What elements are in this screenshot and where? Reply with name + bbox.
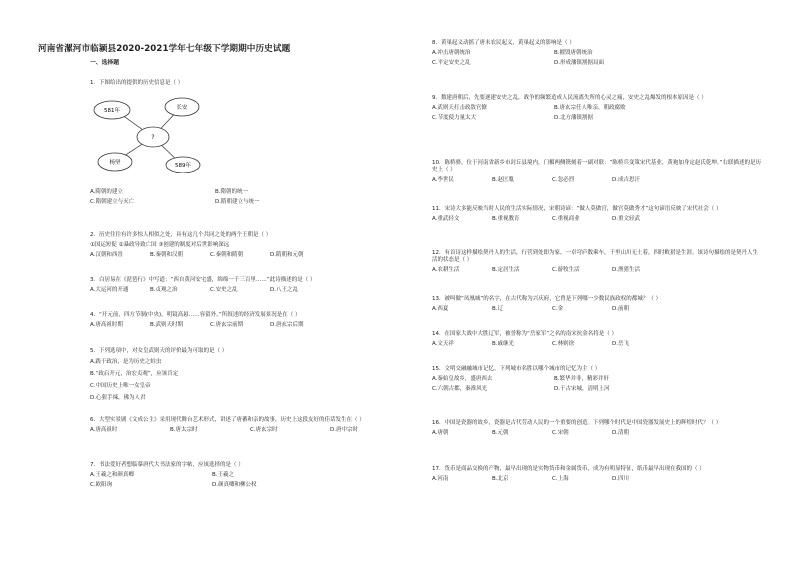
- option-b[interactable]: B.王羲之: [212, 471, 235, 478]
- option-b[interactable]: B.重视教育: [492, 215, 520, 222]
- question-stem: 4．“开元前，四方节制(中央)，明镜高悬……容留外，”所叙述的经济发展景况是在（ ）: [90, 312, 301, 318]
- option-a[interactable]: A.隋朝的建立: [90, 189, 123, 195]
- question-stem: 10．陈桥驿，位于河南省新乡市封丘县境内，门楣两侧镌刻着一副对联：“陈桥兵变策宋代基业，黄袍加身定赵氏乾坤。”右联描述的是历史上（ ）: [432, 160, 761, 173]
- option-c[interactable]: C.唐玄宗时: [250, 426, 278, 433]
- option-c[interactable]: C.中国历史上唯一女皇帝: [90, 382, 151, 389]
- option-c[interactable]: C.游牧生活: [552, 266, 580, 273]
- option-a[interactable]: A.大运河的开通: [90, 286, 129, 293]
- question-12: [432, 250, 762, 274]
- option-c[interactable]: C.安史之乱: [210, 286, 238, 293]
- option-d[interactable]: D.渔猎生活: [612, 266, 640, 273]
- option-d[interactable]: D.形成藩镇割据局面: [554, 59, 604, 66]
- option-a[interactable]: A.李世民: [432, 176, 454, 183]
- option-b[interactable]: B.定居生活: [492, 266, 520, 273]
- option-d[interactable]: D.隋朝和元朝: [270, 251, 304, 258]
- option-d[interactable]: D.成吉思汗: [612, 176, 640, 183]
- option-b[interactable]: B.繁华并非，精彩并轩: [554, 375, 610, 382]
- option-b[interactable]: B.北京: [492, 475, 509, 482]
- diagram-label-589: 589年: [175, 163, 191, 169]
- option-a[interactable]: A.王羲之和颜真卿: [90, 471, 134, 478]
- option-a[interactable]: A.文天祥: [432, 340, 454, 347]
- question-stem: 14．在国家大战中大胜辽军，被誉称为“岳家军”之名的南宋抗金名将是（ ）: [432, 331, 617, 337]
- option-c[interactable]: C.节度使力量太大: [432, 114, 477, 121]
- question-10: [432, 160, 762, 184]
- exam-title: 河南省漯河市临颍县2020-2021学年七年级下学期期中历史试题: [38, 44, 291, 54]
- question-stem: 5．下列选项中，对女皇武则天的评价最为可取的是（ ）: [90, 348, 228, 354]
- option-c[interactable]: C.上海: [552, 475, 569, 482]
- question-stem-line2: ①国运短促 ②暴政导致亡国 ③创建的制度对后世影响深远: [90, 241, 230, 248]
- question-stem: 9．数建唐朝后，先要逐建安史之乱，战争的频繁造成人民流离失所的心灵之痛，安史之乱爆发的根本原因是（ ）: [432, 95, 707, 101]
- option-c[interactable]: C.宋朝: [552, 429, 569, 436]
- diagram-label-yangjian: 杨坚: [109, 160, 121, 166]
- question-stem: 15．文明交融融城市记忆。下列城市名胜以哪个城市的记忆为主（ ）: [432, 366, 601, 372]
- question-stem: 11．宋诗大多能反映当时人民的生活实际情况，宋朝诗谚：“做人莫做官，做官莫做秀才”这句谚语反映了宋代社会（ ）: [432, 206, 722, 212]
- option-d[interactable]: D.清朝: [612, 429, 629, 436]
- diagram-label-changan: 长安: [176, 105, 188, 111]
- question-16: [432, 420, 762, 437]
- question-stem: 7．书法爱好者想临摹唐代大书法家的字帖，应该选择的是（ ）: [90, 462, 244, 468]
- option-c[interactable]: C.六朝古都，秦淮风光: [432, 385, 488, 392]
- option-c[interactable]: C.重视商业: [552, 215, 580, 222]
- diagram-label-581: 581年: [104, 108, 120, 114]
- option-a[interactable]: A.秦始皇故乡，盛唐西去: [432, 375, 493, 382]
- question-11: [432, 206, 762, 223]
- question-6: [90, 417, 410, 434]
- option-d[interactable]: D.四川: [612, 475, 629, 482]
- question-14: [432, 331, 672, 348]
- question-stem: 6．大型实景剧《文成公主》采用现代舞台艺术形式，讲述了唐蕃和亲的故事，历史上这段友好的佳话发生在（ ）: [90, 417, 365, 423]
- option-c[interactable]: C.秦朝和隋朝: [210, 251, 244, 258]
- option-a[interactable]: A.践于政治，是为历史之蛀虫: [90, 358, 162, 365]
- option-a[interactable]: A.唐朝: [432, 429, 449, 436]
- option-a[interactable]: A.河南: [432, 475, 449, 482]
- option-c[interactable]: C.忽必烈: [552, 176, 575, 183]
- question-stem: 17．货币是商品交换的产物，最早出现的是实物货币和金属货币，成为有明显特征，纸币最早出现在我国的（ ）: [432, 466, 705, 472]
- section-heading: 一、选择题: [90, 60, 119, 66]
- option-b[interactable]: B.唐太宗时: [170, 426, 198, 433]
- diagram-label-center: ?: [151, 134, 155, 141]
- option-d[interactable]: D.重文轻武: [612, 215, 640, 222]
- option-b[interactable]: B.摧毁唐朝统治: [554, 49, 593, 56]
- option-d[interactable]: D.岳飞: [612, 340, 629, 347]
- option-b[interactable]: B.唐玄宗任人唯亲，朝政腐败: [554, 104, 626, 111]
- option-c[interactable]: C.金: [552, 305, 564, 312]
- option-a[interactable]: A.冲击唐朝统治: [432, 49, 471, 56]
- option-b[interactable]: B.隋朝的统一: [215, 189, 249, 195]
- question-stem: 3．白居易在《琵琶行》中写道：“西自黄河安宅盛，绵绵一千三百里……”此诗描述的是（ ）: [90, 277, 316, 283]
- question-4: [90, 312, 330, 329]
- option-d[interactable]: D.前朝: [612, 305, 629, 312]
- option-b[interactable]: B.赵匡胤: [492, 176, 515, 183]
- option-b[interactable]: B.贞观之治: [150, 286, 178, 293]
- question-stem: 2．历史往往有许多惊人相似之处，具有这几个共同之处的两个王朝是（ ）: [90, 232, 272, 238]
- option-b[interactable]: B.元朝: [492, 429, 509, 436]
- option-a[interactable]: A.汉朝和西晋: [90, 251, 123, 258]
- question-stem: 8．黄巢起义动摇了唐末农民起义，黄巢起义的影响是（ ）: [432, 40, 575, 46]
- option-a[interactable]: A.重武轻文: [432, 215, 460, 222]
- option-d[interactable]: D.颜真卿和柳公权: [212, 481, 257, 488]
- question-stem: 16．中国是瓷器的故乡，瓷器是古代劳动人民的一个重要的创造。下列哪个时代是中国瓷器发展史上的辉煌时代？（ ）: [432, 420, 722, 426]
- option-c[interactable]: C.隋朝建立与灭亡: [90, 198, 135, 205]
- question-9: [432, 95, 762, 122]
- option-c[interactable]: C.欧阳询: [90, 481, 113, 488]
- option-b[interactable]: B.武则天时期: [150, 321, 184, 328]
- option-c[interactable]: C.唐玄宗前期: [210, 321, 244, 328]
- question-13: [432, 296, 672, 313]
- question-7: [90, 462, 334, 489]
- option-a[interactable]: A.唐高祖时期: [90, 321, 123, 328]
- question-17: [432, 466, 762, 483]
- option-c[interactable]: C.林则徐: [552, 340, 575, 347]
- history-info-diagram: [90, 95, 290, 173]
- question-stem: 13．被叫做“凤凰城”的名字，在古代称为兴庆府，它曾是下列哪一少数民族政权的都城？（ ）: [432, 296, 661, 302]
- question-stem: 12．有首诗这样描绘契丹人的生活，行营到处即为家，一卓穹庐数乘车，千里山川无土着，四时畋猎是生涯。该诗句描绘的是契丹人生活的状态是（ ）: [432, 250, 759, 263]
- option-a[interactable]: A.唐高祖时: [90, 426, 118, 433]
- option-d[interactable]: D.八王之乱: [270, 286, 298, 293]
- question-3: [90, 277, 330, 294]
- option-d[interactable]: D.隋朝建立与统一: [215, 198, 260, 205]
- question-2: [90, 232, 330, 259]
- question-1: [90, 80, 183, 87]
- question-8: [432, 40, 676, 67]
- option-d[interactable]: D.北方藩镇割据: [554, 114, 593, 121]
- option-b[interactable]: B.辽: [492, 305, 504, 312]
- option-d[interactable]: D.心狠手辣，佛为人君: [90, 394, 146, 401]
- question-5: [90, 348, 227, 401]
- option-a[interactable]: A.西夏: [432, 305, 449, 312]
- question-stem: 1．下图给出的提供的历史信息是（ ）: [90, 80, 184, 86]
- option-c[interactable]: C.平定安史之乱: [432, 59, 471, 66]
- option-a[interactable]: A.农耕生活: [432, 266, 460, 273]
- option-d[interactable]: D.千古宋城，清明上河: [554, 385, 610, 392]
- option-b[interactable]: B.戚继光: [492, 340, 515, 347]
- option-d[interactable]: D.唐玄宗后期: [270, 321, 304, 328]
- option-a[interactable]: A.武则天打击政敌官僚: [432, 104, 487, 111]
- option-d[interactable]: D.唐中宗时: [330, 426, 358, 433]
- question-15: [432, 366, 676, 393]
- option-b[interactable]: B.“政启开元，治宏贞观”，应该肯定: [90, 370, 179, 377]
- question-1-options: [90, 186, 340, 206]
- option-b[interactable]: B.秦朝和汉朝: [150, 251, 184, 258]
